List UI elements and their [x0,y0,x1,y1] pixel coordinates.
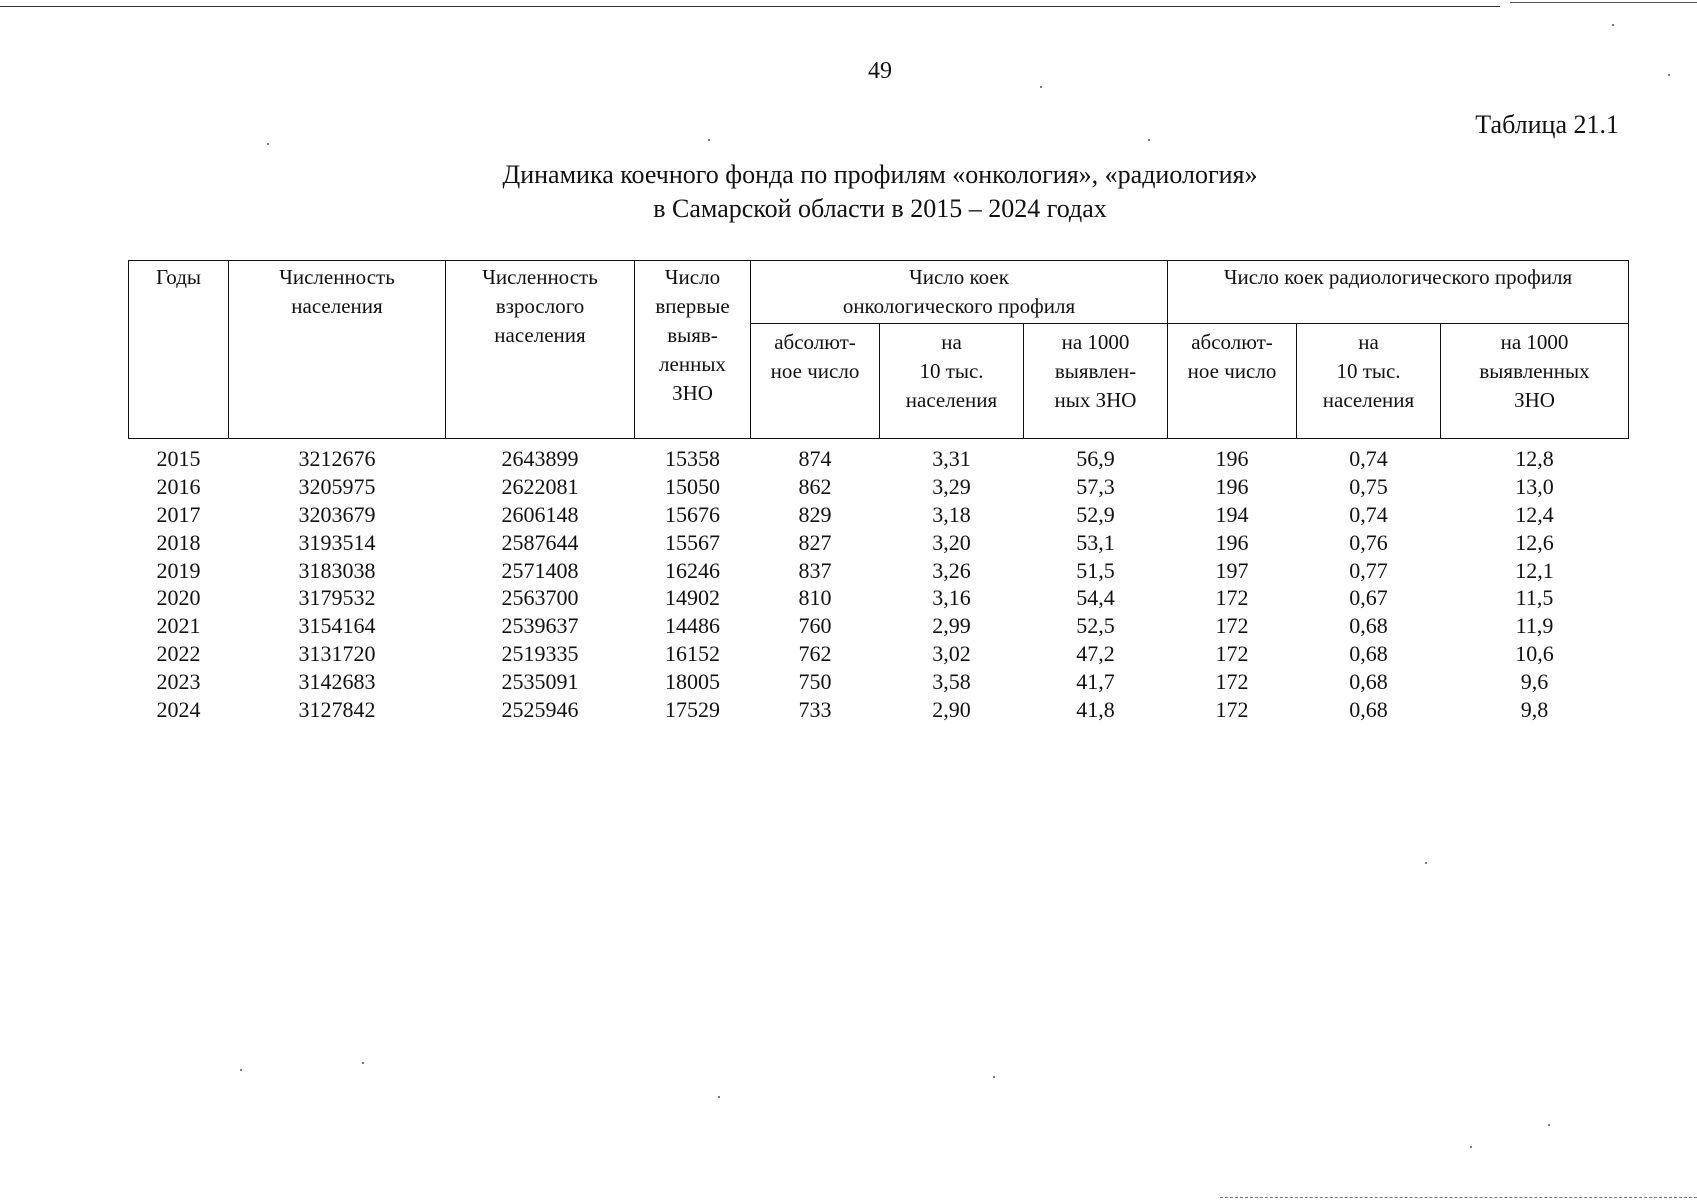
scan-edge-top-right [1510,2,1697,3]
cell-onco-absolute: 750 [798,668,832,694]
cell-adult-population: 2571408 [501,557,579,583]
table-body [129,439,1629,723]
scan-edge-bottom [1220,1197,1697,1198]
cell-onco-per-10k: 3,26 [932,557,971,583]
cell-adult-population: 2587644 [501,529,579,555]
scan-speck [240,1069,242,1071]
scan-speck [1612,24,1614,26]
cell-population: 3142683 [298,668,376,694]
cell-radio-absolute: 196 [1215,474,1249,500]
cell-year: 2016 [156,474,201,500]
table-row [129,640,1629,668]
scan-speck [1470,1146,1472,1148]
cell-radio-per-1000-zno: 13,0 [1515,474,1554,500]
cell-radio-absolute: 197 [1215,557,1249,583]
cell-radio-per-1000-zno: 12,8 [1515,446,1554,472]
cell-radio-absolute: 196 [1215,446,1249,472]
cell-new-zno: 16152 [665,640,720,666]
cell-year: 2022 [156,640,201,666]
scan-speck [708,139,710,141]
cell-radio-per-1000-zno: 11,5 [1515,585,1554,611]
cell-radio-absolute: 194 [1215,501,1249,527]
header-radio-per-1000-zno: на 1000 выявленных ЗНО [1441,324,1629,439]
cell-adult-population: 2622081 [501,474,579,500]
cell-radio-per-10k: 0,68 [1349,613,1388,639]
bed-fund-table [128,260,1629,723]
cell-onco-per-1000-zno: 53,1 [1076,529,1115,555]
table-row [129,528,1629,556]
header-onco-beds-group: Число коек онкологического профиля [751,261,1168,324]
cell-population: 3203679 [298,501,376,527]
cell-onco-per-1000-zno: 52,5 [1076,613,1115,639]
cell-new-zno: 17529 [665,696,720,722]
cell-onco-per-10k: 3,20 [932,529,971,555]
cell-onco-absolute: 862 [798,474,832,500]
cell-new-zno: 18005 [665,668,720,694]
table-row [129,695,1629,723]
cell-onco-absolute: 810 [798,585,832,611]
cell-radio-absolute: 196 [1215,529,1249,555]
cell-radio-per-10k: 0,74 [1349,501,1388,527]
cell-onco-per-1000-zno: 41,8 [1076,696,1115,722]
cell-population: 3179532 [298,585,376,611]
cell-population: 3131720 [298,640,376,666]
cell-onco-per-10k: 3,16 [932,585,971,611]
cell-new-zno: 14486 [665,613,720,639]
header-population: Численность населения [229,261,446,439]
cell-onco-per-10k: 3,18 [932,501,971,527]
cell-radio-absolute: 172 [1215,613,1249,639]
table-row [129,439,1629,473]
cell-onco-per-10k: 3,02 [932,640,971,666]
scan-speck [993,1076,995,1078]
cell-onco-per-10k: 2,99 [932,613,971,639]
cell-year: 2024 [156,696,201,722]
cell-year: 2021 [156,613,201,639]
cell-radio-per-10k: 0,77 [1349,557,1388,583]
cell-onco-per-1000-zno: 51,5 [1076,557,1115,583]
cell-radio-per-10k: 0,68 [1349,696,1388,722]
cell-onco-absolute: 829 [798,501,832,527]
table-row [129,473,1629,501]
cell-radio-per-10k: 0,67 [1349,585,1388,611]
header-onco-absolute: абсолют- ное число [751,324,880,439]
cell-radio-per-10k: 0,75 [1349,474,1388,500]
cell-radio-per-10k: 0,68 [1349,668,1388,694]
cell-adult-population: 2643899 [501,446,579,472]
cell-adult-population: 2519335 [501,640,579,666]
table-row [129,556,1629,584]
scan-speck [1148,139,1150,141]
cell-radio-per-10k: 0,74 [1349,446,1388,472]
cell-radio-per-1000-zno: 12,4 [1515,501,1554,527]
cell-radio-per-1000-zno: 11,9 [1515,613,1554,639]
scan-edge-top [0,6,1500,7]
table-label: Таблица 21.1 [1475,110,1619,139]
cell-new-zno: 15358 [665,446,720,472]
header-radio-beds-group: Число коек радиологического профиля [1168,261,1629,324]
table-title [0,158,1697,226]
cell-year: 2023 [156,668,201,694]
header-radio-absolute: абсолют- ное число [1168,324,1297,439]
cell-new-zno: 15050 [665,474,720,500]
scan-speck [1040,86,1042,88]
header-adult-population: Численность взрослого населения [446,261,635,439]
cell-population: 3205975 [298,474,376,500]
cell-onco-per-1000-zno: 41,7 [1076,668,1115,694]
cell-onco-per-10k: 2,90 [932,696,971,722]
table-row [129,667,1629,695]
cell-onco-per-1000-zno: 52,9 [1076,501,1115,527]
cell-year: 2017 [156,501,201,527]
cell-adult-population: 2563700 [501,585,579,611]
table-row [129,612,1629,640]
cell-radio-per-1000-zno: 9,8 [1520,696,1549,722]
header-year: Годы [129,261,229,439]
scan-speck [267,143,269,145]
cell-onco-per-1000-zno: 56,9 [1076,446,1115,472]
scan-speck [718,1096,720,1098]
cell-onco-per-1000-zno: 47,2 [1076,640,1115,666]
cell-onco-absolute: 827 [798,529,832,555]
table-title-line-2: в Самарской области в 2015 – 2024 годах [653,194,1107,223]
scan-speck [1548,1124,1550,1126]
cell-onco-absolute: 874 [798,446,832,472]
cell-adult-population: 2539637 [501,613,579,639]
cell-population: 3183038 [298,557,376,583]
cell-radio-absolute: 172 [1215,668,1249,694]
cell-new-zno: 14902 [665,585,720,611]
header-onco-per-1000-zno: на 1000 выявлен- ных ЗНО [1024,324,1168,439]
cell-onco-per-1000-zno: 54,4 [1076,585,1115,611]
cell-new-zno: 15567 [665,529,720,555]
cell-population: 3154164 [298,613,376,639]
cell-radio-per-10k: 0,68 [1349,640,1388,666]
cell-year: 2018 [156,529,201,555]
header-radio-per-10k: на 10 тыс. населения [1297,324,1441,439]
cell-onco-per-10k: 3,31 [932,446,971,472]
header-onco-per-10k: на 10 тыс. населения [880,324,1024,439]
cell-adult-population: 2606148 [501,501,579,527]
cell-year: 2019 [156,557,201,583]
cell-new-zno: 16246 [665,557,720,583]
cell-population: 3212676 [298,446,376,472]
cell-population: 3127842 [298,696,376,722]
cell-onco-per-10k: 3,58 [932,668,971,694]
cell-radio-per-1000-zno: 12,6 [1515,529,1554,555]
cell-onco-per-10k: 3,29 [932,474,971,500]
table-row [129,584,1629,612]
page-number: 49 [868,58,892,84]
scan-speck [1425,862,1427,864]
cell-year: 2015 [156,446,201,472]
cell-new-zno: 15676 [665,501,720,527]
cell-radio-per-1000-zno: 12,1 [1515,557,1554,583]
cell-radio-absolute: 172 [1215,585,1249,611]
cell-onco-absolute: 762 [798,640,832,666]
cell-onco-absolute: 760 [798,613,832,639]
cell-year: 2020 [156,585,201,611]
cell-adult-population: 2525946 [501,696,579,722]
cell-radio-per-10k: 0,76 [1349,529,1388,555]
cell-radio-absolute: 172 [1215,696,1249,722]
table-row [129,501,1629,529]
cell-onco-absolute: 837 [798,557,832,583]
cell-onco-absolute: 733 [798,696,832,722]
header-new-zno: Число впервые выяв- ленных ЗНО [635,261,751,439]
cell-onco-per-1000-zno: 57,3 [1076,474,1115,500]
table-title-line-1: Динамика коечного фонда по профилям «онкология», «радиология» [502,160,1258,189]
cell-adult-population: 2535091 [501,668,579,694]
scan-speck [362,1062,364,1064]
cell-radio-absolute: 172 [1215,640,1249,666]
cell-radio-per-1000-zno: 10,6 [1515,640,1554,666]
cell-population: 3193514 [298,529,376,555]
cell-radio-per-1000-zno: 9,6 [1520,668,1549,694]
